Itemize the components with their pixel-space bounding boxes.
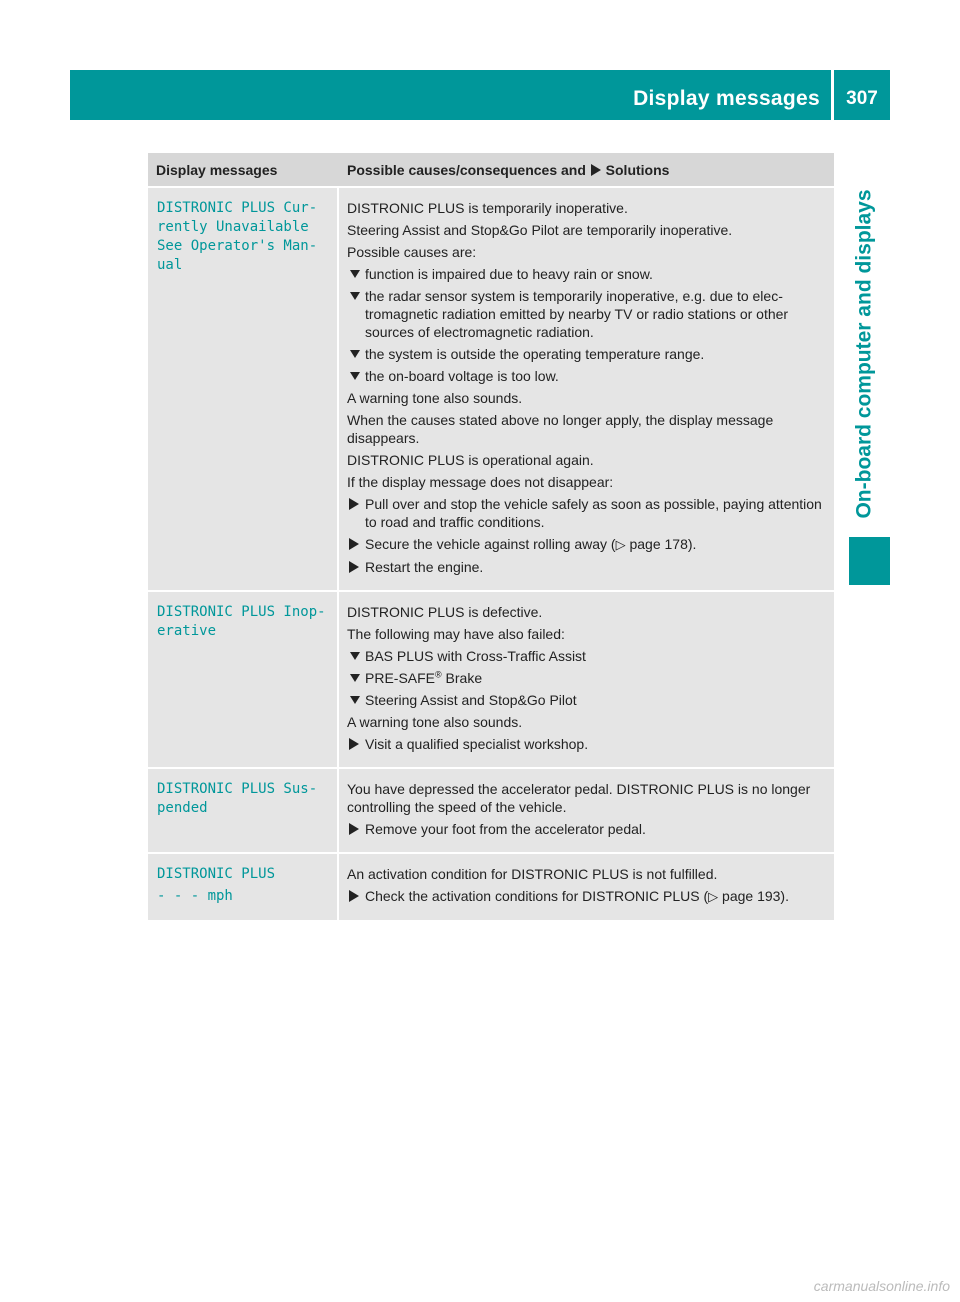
cause-cell xyxy=(339,852,834,920)
message-line: erative xyxy=(157,623,217,639)
step-text: Check the activation conditions for DISTRONIC PLUS ( xyxy=(365,888,709,904)
bullet-text: PRE-SAFE xyxy=(365,670,436,686)
arrow-right-icon xyxy=(591,164,601,176)
bullet-text: Brake xyxy=(441,670,483,686)
side-tab-label: On-board computer and displays xyxy=(853,189,876,519)
instruction-step xyxy=(347,535,828,554)
instruction-step: Pull over and stop the vehicle safely as soon as possible, paying attention to road and traffic conditions. xyxy=(347,495,828,531)
message-line: ual xyxy=(157,257,183,273)
header-bar xyxy=(70,70,890,120)
page-reference-link[interactable]: page 193). xyxy=(722,888,789,904)
watermark: carmanualsonline.info xyxy=(813,1278,950,1294)
instruction-step: Visit a qualified specialist workshop. xyxy=(347,735,828,753)
section-title: Display messages xyxy=(633,87,820,110)
paragraph: DISTRONIC PLUS is temporarily inoperative. xyxy=(347,200,628,216)
instruction-step xyxy=(347,887,828,906)
table-row xyxy=(148,767,834,852)
bullet-item: the system is outside the operating temperature range. xyxy=(347,345,828,363)
paragraph: DISTRONIC PLUS is operational again. xyxy=(347,452,594,468)
bullet-item: the on-board voltage is too low. xyxy=(347,367,828,385)
instruction-step: Restart the engine. xyxy=(347,558,828,576)
paragraph: If the display message does not disappear: xyxy=(347,474,614,490)
column-header-causes-suffix: Solutions xyxy=(605,161,670,178)
bullet-item: the radar sensor system is temporarily inoperative, e.g. due to elec‐ tromagnetic radiation emitted by nearby TV or radio stations or other sources of electromagnetic radiation. xyxy=(347,287,828,341)
paragraph: Possible causes are: xyxy=(347,244,477,260)
column-header-messages: Display messages xyxy=(148,153,339,186)
table-row xyxy=(148,590,834,767)
column-header-causes xyxy=(339,153,834,186)
cause-cell xyxy=(339,767,834,852)
bullet-item xyxy=(347,669,828,687)
message-line: DISTRONIC PLUS Cur‐ xyxy=(157,200,318,216)
table-row xyxy=(148,852,834,920)
step-text: Secure the vehicle against rolling away ( xyxy=(365,536,616,552)
side-tab-marker xyxy=(849,537,890,585)
page-ref-icon: ▷ xyxy=(615,537,626,552)
table-row xyxy=(148,186,834,590)
bullet-item: function is impaired due to heavy rain or snow. xyxy=(347,265,828,283)
paragraph: An activation condition for DISTRONIC PLUS is not fulfilled. xyxy=(347,866,718,882)
paragraph: When the causes stated above no longer apply, the display message disappears. xyxy=(347,412,774,446)
column-header-causes-prefix: Possible causes/consequences and xyxy=(347,161,586,178)
table-header-row xyxy=(148,153,834,186)
page-number: 307 xyxy=(846,88,878,109)
registered-mark: ® xyxy=(435,669,442,680)
message-cell xyxy=(148,852,339,920)
message-line: DISTRONIC PLUS Sus‐ xyxy=(157,781,318,797)
cause-cell xyxy=(339,590,834,767)
display-messages-table xyxy=(148,153,834,920)
page-ref-icon: ▷ xyxy=(708,889,719,904)
paragraph: A warning tone also sounds. xyxy=(347,714,523,730)
message-line: DISTRONIC PLUS Inop‐ xyxy=(157,604,326,620)
paragraph: The following may have also failed: xyxy=(347,626,565,642)
message-line: pended xyxy=(157,800,208,816)
paragraph: You have depressed the accelerator pedal. DISTRONIC PLUS is no longer controlling the speed of the vehicle. xyxy=(347,781,811,815)
paragraph: A warning tone also sounds. xyxy=(347,390,523,406)
message-cell xyxy=(148,186,339,590)
message-cell xyxy=(148,590,339,767)
side-tab xyxy=(839,164,891,544)
message-line: - - - mph xyxy=(157,888,233,904)
paragraph: DISTRONIC PLUS is defective. xyxy=(347,604,543,620)
bullet-item: Steering Assist and Stop&Go Pilot xyxy=(347,691,828,709)
cause-cell xyxy=(339,186,834,590)
paragraph: Steering Assist and Stop&Go Pilot are temporarily inoperative. xyxy=(347,222,733,238)
page-reference-link[interactable]: page 178). xyxy=(629,536,697,552)
message-line: DISTRONIC PLUS xyxy=(157,866,276,882)
message-line: See Operator's Man‐ xyxy=(157,238,318,254)
message-cell xyxy=(148,767,339,852)
instruction-step: Remove your foot from the accelerator pedal. xyxy=(347,820,828,838)
message-line: rently Unavailable xyxy=(157,219,309,235)
bullet-item: BAS PLUS with Cross-Traffic Assist xyxy=(347,647,828,665)
